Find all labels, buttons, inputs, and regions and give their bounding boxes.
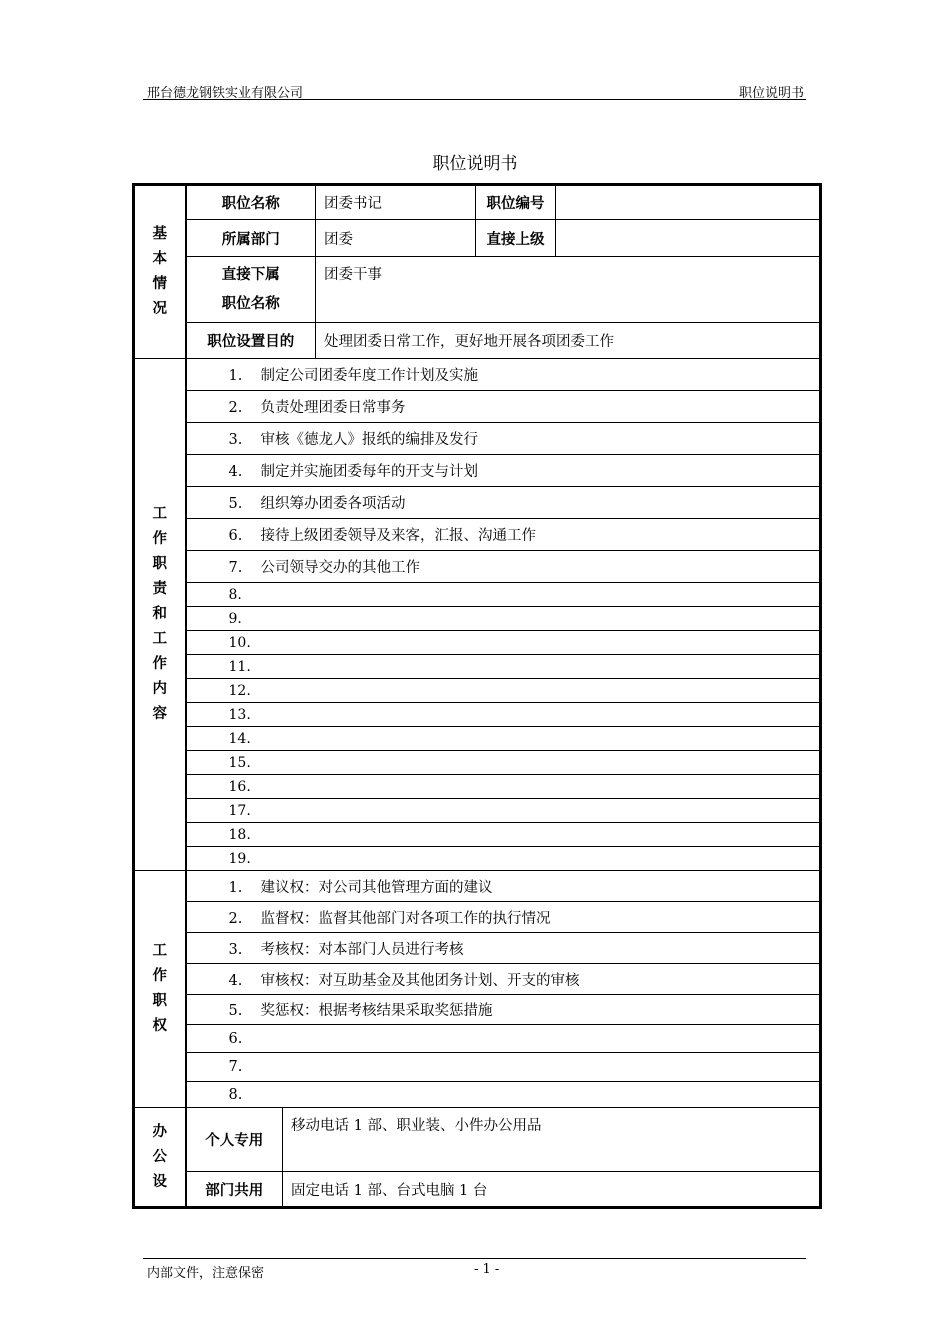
duties-item	[186, 775, 821, 799]
header-rule	[143, 99, 806, 100]
page-title: 职位说明书	[432, 154, 518, 174]
authority-item	[186, 1025, 821, 1053]
personal-label: 个人专用	[186, 1108, 283, 1172]
authority-item	[186, 1082, 821, 1108]
duties-item	[186, 359, 821, 391]
personal-value: 移动电话 1 部、职业装、小件办公用品	[283, 1108, 821, 1172]
header-doc-type: 职位说明书	[738, 86, 804, 101]
authority-item-text: 审核权：对互助基金及其他团务计划、开支的审核	[260, 972, 580, 989]
duties-item-text: 制定并实施团委每年的开支与计划	[260, 464, 478, 480]
section-office-label: 办 公 设	[134, 1108, 186, 1208]
position-name-value: 团委书记	[316, 185, 476, 220]
authority-item	[186, 871, 821, 902]
duties-item-number: 10.	[228, 634, 251, 651]
duties-item-number: 1.	[228, 368, 243, 384]
duties-item	[186, 487, 821, 519]
duties-item	[186, 847, 821, 871]
duties-item-number: 9.	[228, 610, 242, 627]
authority-item-number: 8.	[228, 1086, 243, 1103]
authority-item	[186, 964, 821, 995]
duties-item	[186, 823, 821, 847]
duties-item-text: 审核《德龙人》报纸的编排及发行	[260, 432, 478, 448]
duties-item	[186, 551, 821, 583]
duties-item	[186, 703, 821, 727]
authority-item-text: 奖惩权：根据考核结果采取奖惩措施	[260, 1003, 493, 1019]
duties-item-number: 19.	[228, 850, 251, 867]
duties-item	[186, 519, 821, 551]
superior-value	[556, 220, 821, 257]
authority-item	[186, 995, 821, 1025]
duties-item-number: 13.	[228, 706, 251, 723]
footer-confidential: 内部文件，注意保密	[147, 1266, 265, 1281]
duties-item-number: 8.	[228, 586, 242, 603]
duties-item-number: 11.	[228, 658, 251, 675]
job-description-table	[132, 183, 822, 1209]
section-basic-label: 基 本 情 况	[134, 185, 186, 359]
duties-item	[186, 799, 821, 823]
position-no-value	[556, 185, 821, 220]
duties-item-number: 15.	[228, 754, 251, 771]
authority-item-number: 1.	[228, 879, 243, 896]
duties-item-text: 组织筹办团委各项活动	[260, 496, 406, 512]
authority-item-text: 监督权：监督其他部门对各项工作的执行情况	[260, 910, 551, 927]
duties-item-number: 2.	[228, 400, 243, 416]
duties-item-number: 5.	[228, 496, 243, 512]
shared-label: 部门共用	[186, 1172, 283, 1208]
duties-item	[186, 679, 821, 703]
position-no-label: 职位编号	[476, 185, 556, 220]
duties-item-number: 6.	[228, 528, 243, 544]
purpose-value: 处理团委日常工作，更好地开展各项团委工作	[316, 323, 821, 359]
duties-item	[186, 423, 821, 455]
subordinate-label	[186, 257, 316, 323]
authority-item-text: 建议权：对公司其他管理方面的建议	[260, 879, 493, 896]
duties-item	[186, 391, 821, 423]
authority-item	[186, 933, 821, 964]
duties-item	[186, 631, 821, 655]
duties-item-number: 14.	[228, 730, 251, 747]
duties-item-number: 18.	[228, 826, 251, 843]
header-company: 邢台德龙钢铁实业有限公司	[147, 86, 304, 101]
duties-item-number: 7.	[228, 560, 243, 576]
superior-label: 直接上级	[476, 220, 556, 257]
dept-label: 所属部门	[186, 220, 316, 257]
duties-item-text: 公司领导交办的其他工作	[260, 560, 420, 576]
subordinate-label-line1: 直接下属	[221, 266, 280, 283]
duties-item	[186, 583, 821, 607]
purpose-label: 职位设置目的	[186, 323, 316, 359]
authority-item-number: 5.	[228, 1003, 243, 1019]
subordinate-label-line2: 职位名称	[221, 295, 280, 312]
duties-item	[186, 455, 821, 487]
subordinate-value: 团委干事	[316, 257, 821, 323]
duties-item-text: 负责处理团委日常事务	[260, 400, 406, 416]
shared-value: 固定电话 1 部、台式电脑 1 台	[283, 1172, 821, 1208]
duties-item-number: 3.	[228, 432, 243, 448]
section-duties-label: 工 作 职 责 和 工 作 内 容	[134, 359, 186, 871]
authority-item-number: 7.	[228, 1059, 243, 1075]
authority-item-number: 2.	[228, 910, 243, 927]
footer-page-number: - 1 -	[474, 1262, 500, 1277]
duties-item	[186, 751, 821, 775]
duties-item	[186, 607, 821, 631]
duties-item-number: 17.	[228, 802, 251, 819]
footer-rule	[143, 1258, 806, 1259]
duties-item	[186, 727, 821, 751]
duties-item-number: 12.	[228, 682, 251, 699]
duties-item-number: 4.	[228, 464, 243, 480]
authority-item-text: 考核权：对本部门人员进行考核	[260, 941, 464, 958]
duties-item-text: 接待上级团委领导及来客，汇报、沟通工作	[260, 528, 536, 544]
position-name-label: 职位名称	[186, 185, 316, 220]
duties-item-text: 制定公司团委年度工作计划及实施	[260, 368, 478, 384]
authority-item	[186, 902, 821, 933]
authority-item-number: 4.	[228, 972, 243, 989]
authority-item-number: 6.	[228, 1030, 243, 1047]
authority-item-number: 3.	[228, 941, 243, 958]
section-authority-label: 工 作 职 权	[134, 871, 186, 1108]
duties-item	[186, 655, 821, 679]
duties-item-number: 16.	[228, 778, 251, 795]
authority-item	[186, 1053, 821, 1082]
dept-value: 团委	[316, 220, 476, 257]
